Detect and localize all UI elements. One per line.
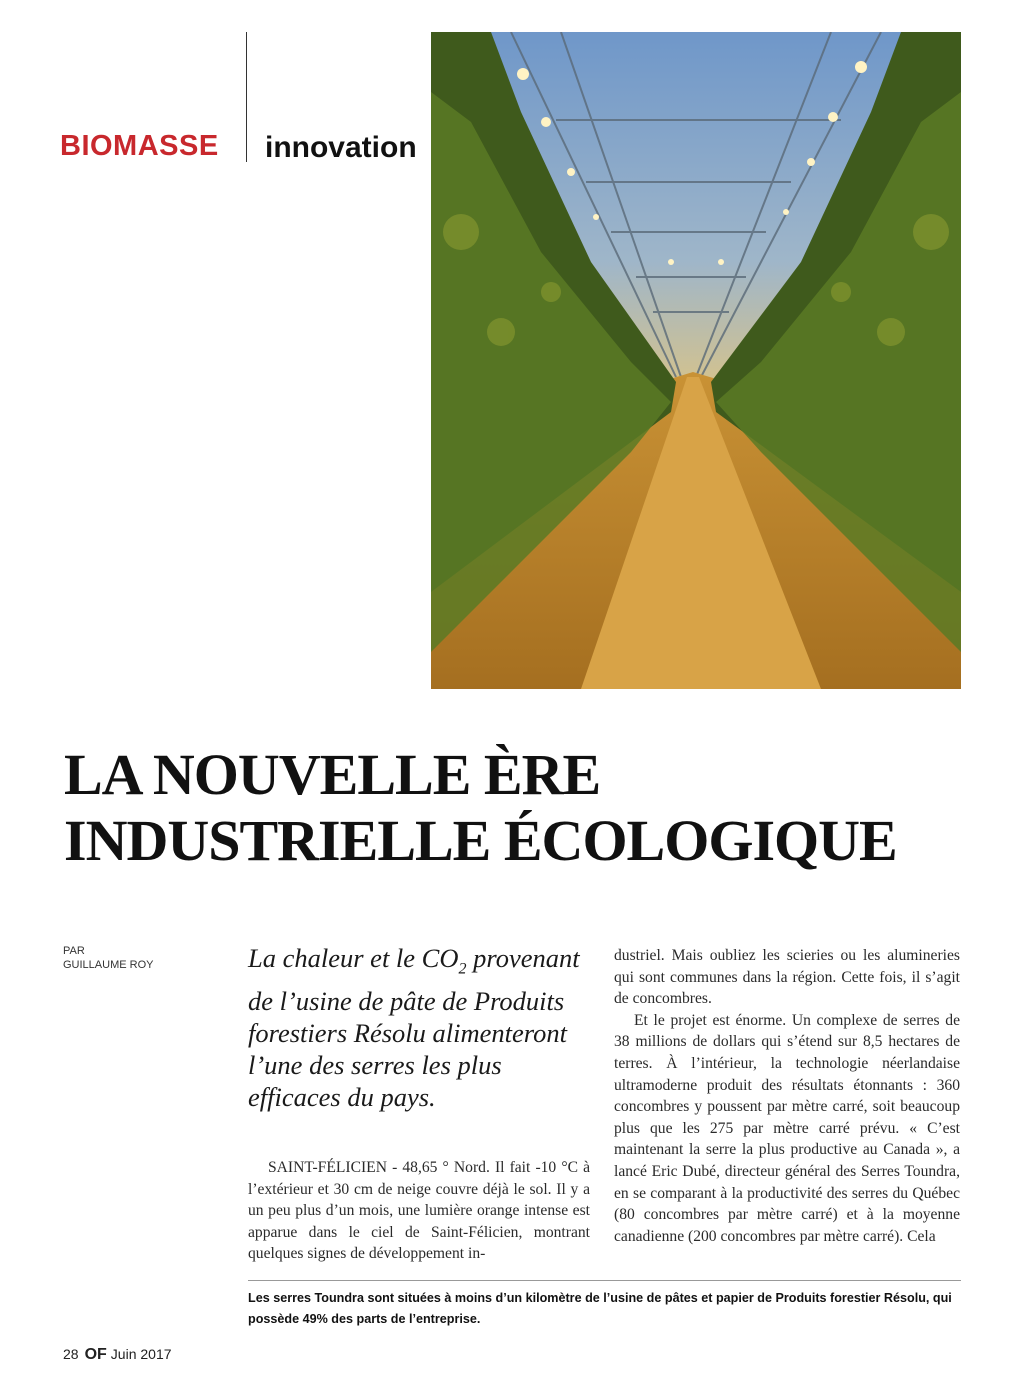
headline-line-1: LA NOUVELLE ÈRE <box>64 742 601 807</box>
headline-line-2: INDUSTRIELLE ÉCOLOGIQUE <box>64 808 897 873</box>
photo-caption: Les serres Toundra sont situées à moins d’un kilomètre de l’usine de pâtes et papier de Produits forestier Résolu, qui possède 49% des parts de l’entreprise. <box>248 1291 952 1326</box>
body-column-right <box>614 945 960 1247</box>
body-paragraph: Et le projet est énorme. Un complexe de serres de 38 millions de dollars qui s’étend sur 8,5 hectares de terres. À l’intérieur, la technologie néerlandaise ultramoderne produit des résultats étonnants : 360 concombres y poussent par mètre carré, soit beaucoup plus que les 275 par mètre carré prévu. « C’est maintenant la serre la plus productive au Canada », a lancé Eric Dubé, directeur général des Serres Toundra, en se comparant à la productivité des serres du Québec (80 concombres par mètre carré) et à la moyenne canadienne (200 concombres par mètre carré). Cela <box>614 1011 960 1245</box>
body-paragraph: dustriel. Mais oubliez les scieries ou les alumineries qui sont communes dans la région. Cette fois, il s’agit de concombres. <box>614 947 960 1008</box>
section-label: BIOMASSE <box>60 130 219 162</box>
byline-prefix: PAR <box>63 945 85 957</box>
section-divider <box>246 32 247 162</box>
magazine-name: OF <box>84 1346 107 1363</box>
section-sublabel: innovation <box>265 131 417 164</box>
body-column-left: SAINT-FÉLICIEN - 48,65 ° Nord. Il fait -10 °C à l’extérieur et 30 cm de neige couvre déjà le sol. Il y a un peu plus d’un mois, une lumière orange intense est apparue dans le ciel de Saint-Félicien, montrant quelques signes de développement in- <box>248 1159 590 1263</box>
article-deck <box>248 942 598 1113</box>
article-headline <box>64 742 984 874</box>
issue-date: Juin 2017 <box>110 1346 172 1362</box>
page-footer <box>63 1346 172 1364</box>
greenhouse-photo <box>431 32 961 689</box>
deck-text-2: provenant de l’usine de pâte de Produits forestiers Résolu alimenteront l’une des serres les plus efficaces du pays. <box>248 943 580 1113</box>
caption-divider <box>248 1280 961 1281</box>
page-number: 28 <box>63 1346 79 1362</box>
deck-text-1: La chaleur et le CO <box>248 943 459 973</box>
byline <box>63 944 153 972</box>
deck-subscript: 2 <box>458 960 467 978</box>
byline-author: GUILLAUME ROY <box>63 959 154 971</box>
